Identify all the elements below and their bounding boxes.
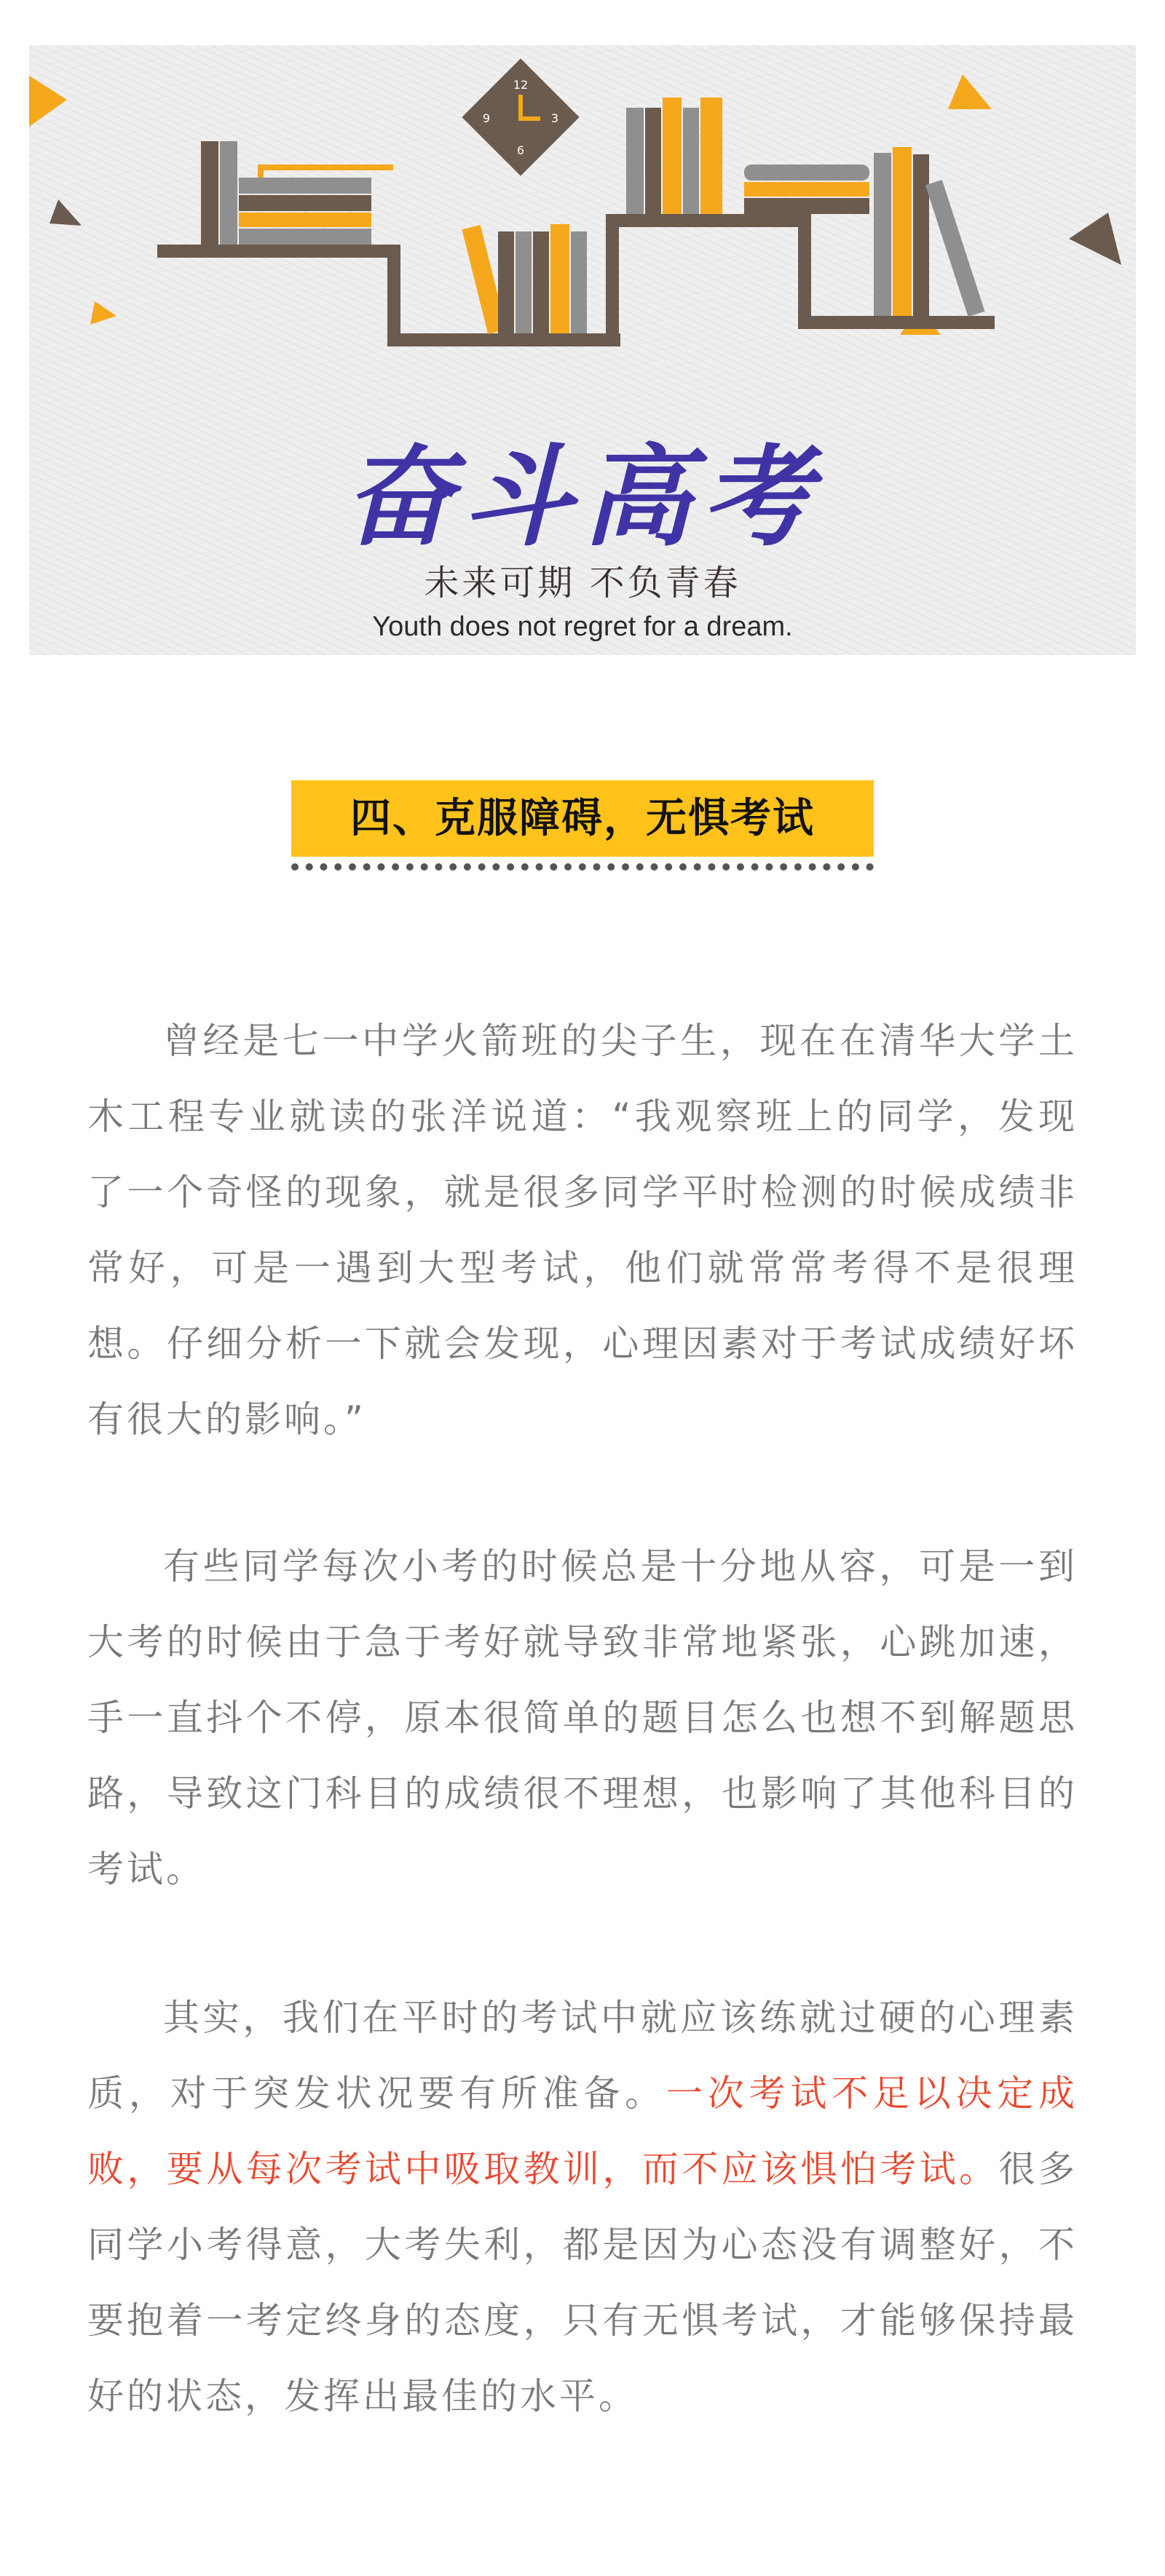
books-right: [744, 147, 984, 317]
dotted-underline: [291, 863, 874, 871]
banner-title: 奋斗高考: [343, 433, 821, 561]
triangle-decoration: [948, 74, 992, 109]
svg-text:9: 9: [482, 111, 491, 125]
books-upper: [626, 98, 722, 214]
highlighted-text: 一次考试不足以决定成败，要从每次考试中吸取教训，而不应该惧怕考试。: [87, 2072, 1078, 2190]
svg-text:12: 12: [513, 78, 529, 92]
clock-icon: [462, 58, 579, 175]
paragraph-3-text-continued: 很多同学小考得意，大考失利，都是因为心态没有调整好，不要抱着一考定终身的态度，只有无惧考试，才能够保持最好的状态，发挥出最佳的水平。: [87, 2148, 1078, 2417]
paragraph-2: 有些同学每次小考的时候总是十分地从容，可是一到大考的时候由于急于考好就导致非常地紧张，心跳加速，手一直抖个不停，原本很简单的题目怎么也想不到解题思路，导致这门科目的成绩很不理想，也影响了其他科目的考试。: [87, 1545, 1078, 1890]
paragraph-3-text: 其实，我们在平时的考试中就应该练就过硬的心理素质，对于突发状况要有所准备。: [87, 1997, 1078, 2115]
section-heading: [291, 780, 874, 876]
header-banner: [29, 45, 1136, 655]
svg-text:6: 6: [516, 143, 525, 157]
bookshelf-illustration: [29, 45, 1136, 424]
triangle-decoration: [50, 199, 82, 226]
svg-text:3: 3: [550, 111, 559, 125]
paragraph-3: [87, 1980, 1078, 2434]
books-middle: [462, 224, 587, 334]
banner-english-slogan: Youth does not regret for a dream.: [372, 611, 793, 642]
triangle-decoration: [90, 301, 116, 325]
triangle-decoration: [1069, 213, 1121, 265]
section-heading-text: 四、克服障碍，无惧考试: [291, 780, 874, 857]
banner-subtitle: 未来可期 不负青春: [424, 563, 741, 603]
paragraph-1: 曾经是七一中学火箭班的尖子生，现在在清华大学土木工程专业就读的张洋说道：“我观察班上的同学，发现了一个奇怪的现象，就是很多同学平时检测的时候成绩非常好，可是一遇到大型考试，他们就常常考得不是很理想。仔细分析一下就会发现，心理因素对于考试成绩好坏有很大的影响。”: [87, 1020, 1078, 1440]
triangle-decoration: [29, 76, 67, 127]
books-left: [201, 141, 393, 245]
